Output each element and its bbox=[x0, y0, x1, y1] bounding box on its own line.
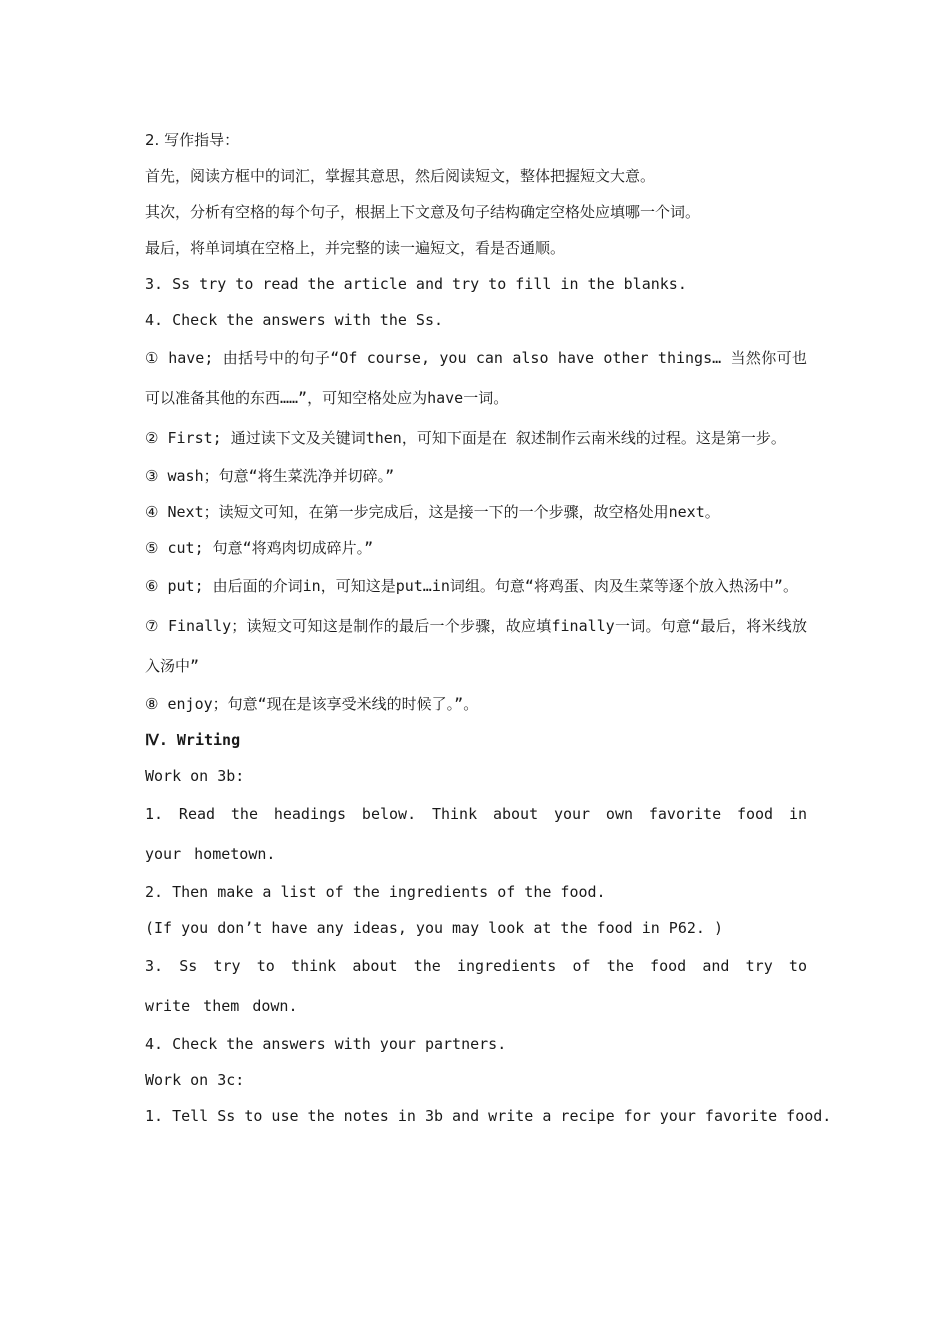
writing-guide-heading: 2. 写作指导： bbox=[145, 131, 240, 149]
answer-5: ⑤ cut; 句意“将鸡肉切成碎片。” bbox=[145, 539, 374, 557]
answer-1: ① have; 由括号中的句子“Of course, you can also have other things… 当然你可也可以准备其他的东西……”，可知空格处应为have一词。 bbox=[145, 349, 807, 407]
step-4-instruction: 4. Check the answers with the Ss. bbox=[145, 311, 444, 329]
guide-step-last: 最后，将单词填在空格上，并完整的读一遍短文，看是否通顺。 bbox=[145, 239, 566, 257]
task-3b-4: 4. Check the answers with your partners. bbox=[145, 1035, 507, 1053]
step-3-instruction: 3. Ss try to read the article and try to fill in the blanks. bbox=[145, 275, 687, 293]
work-on-3c: Work on 3c: bbox=[145, 1071, 245, 1089]
guide-step-second: 其次，分析有空格的每个句子，根据上下文意及句子结构确定空格处应填哪一个词。 bbox=[145, 203, 701, 221]
answer-8: ⑧ enjoy；句意“现在是该享受米线的时候了。”。 bbox=[145, 695, 479, 713]
answer-2: ② First; 通过读下文及关键词then，可知下面是在 叙述制作云南米线的过程。这是第一步。 bbox=[145, 429, 786, 447]
work-on-3b: Work on 3b: bbox=[145, 767, 245, 785]
task-3b-3: 3. Ss try to think about the ingredients of the food and try to write them down. bbox=[145, 957, 807, 1015]
task-3b-hint: (If you don’t have any ideas, you may look at the food in P62. ) bbox=[145, 919, 723, 937]
answer-6: ⑥ put; 由后面的介词in，可知这是put…in词组。句意“将鸡蛋、肉及生菜等逐个放入热汤中”。 bbox=[145, 577, 798, 595]
answer-4: ④ Next；读短文可知，在第一步完成后，这是接一下的一个步骤，故空格处用next。 bbox=[145, 503, 720, 521]
task-3b-2: 2. Then make a list of the ingredients of the food. bbox=[145, 883, 606, 901]
guide-step-first: 首先，阅读方框中的词汇，掌握其意思，然后阅读短文，整体把握短文大意。 bbox=[145, 167, 656, 185]
task-3b-1: 1. Read the headings below. Think about your own favorite food in your hometown. bbox=[145, 805, 807, 863]
section-heading-writing: Ⅳ. Writing bbox=[145, 731, 241, 749]
answer-3: ③ wash；句意“将生菜洗净并切碎。” bbox=[145, 467, 395, 485]
task-3c-1: 1. Tell Ss to use the notes in 3b and write a recipe for your favorite food. bbox=[145, 1107, 832, 1125]
answer-7: ⑦ Finally；读短文可知这是制作的最后一个步骤，故应填finally一词。句意“最后，将米线放入汤中” bbox=[145, 617, 807, 675]
document-body bbox=[145, 122, 832, 1134]
